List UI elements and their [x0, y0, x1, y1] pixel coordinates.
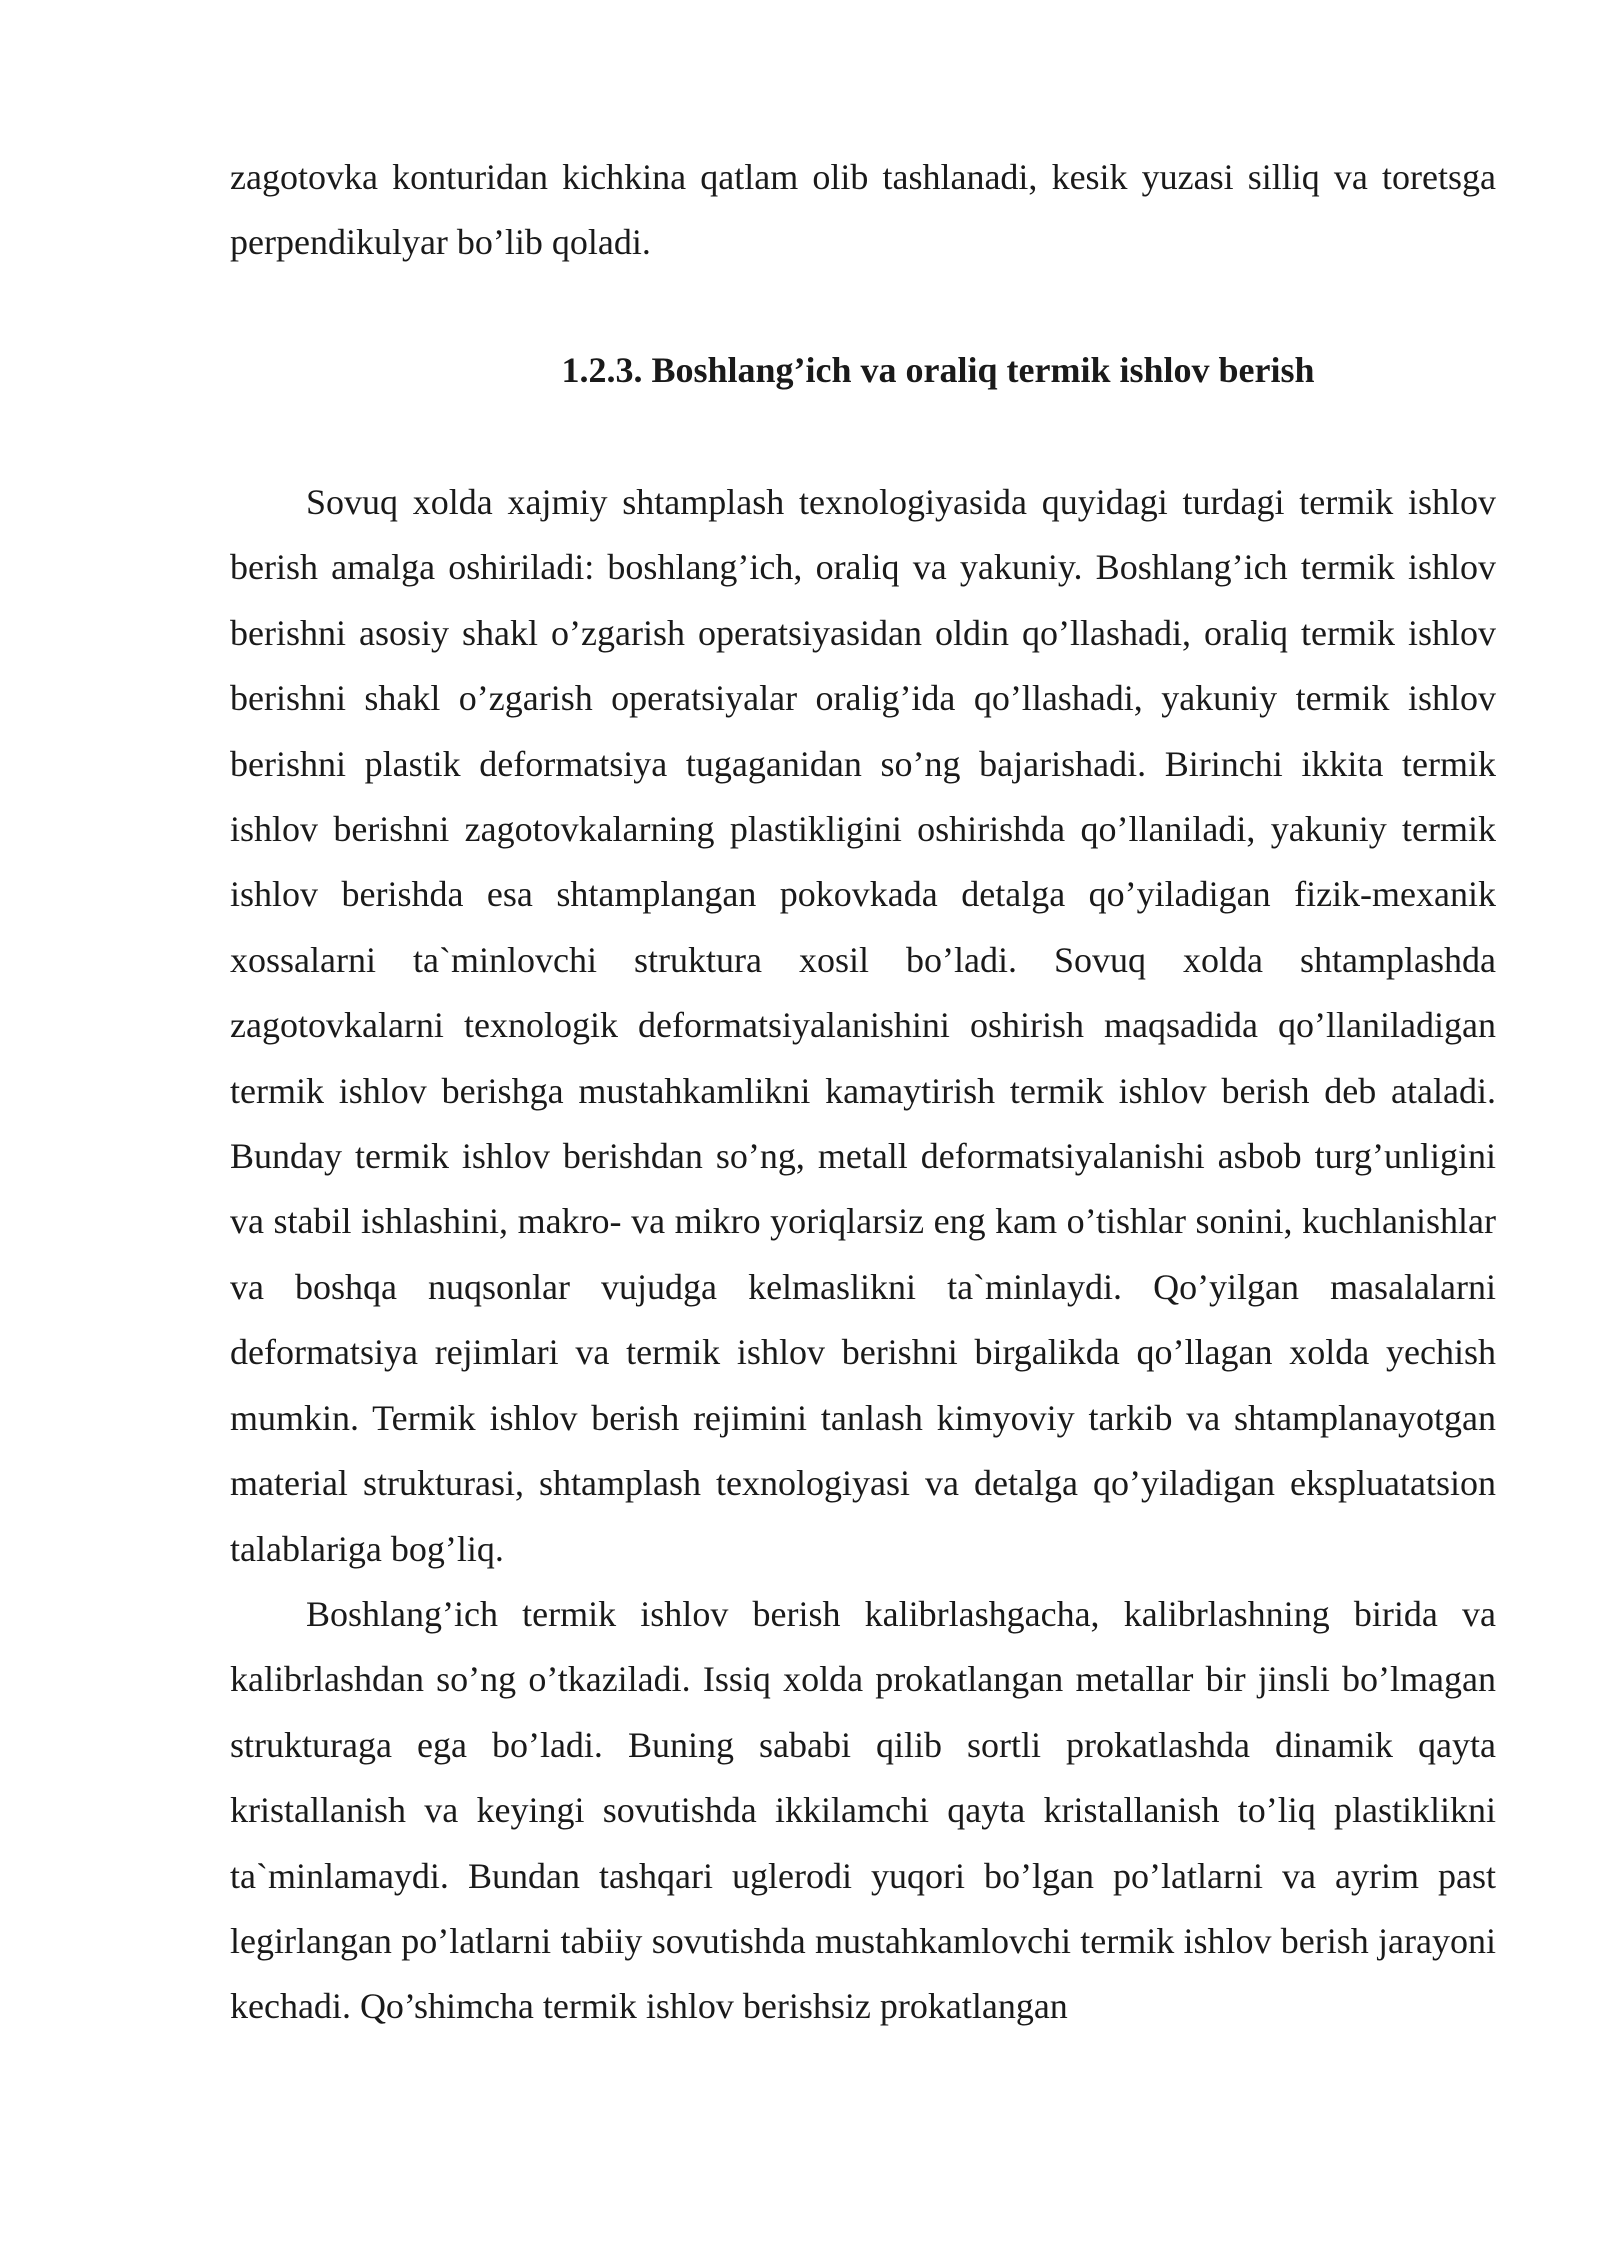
body-paragraph-1: Sovuq xolda xajmiy shtamplash texnologiyasida quyidagi turdagi termik ishlov berish amalga oshiriladi: boshlang’ich, oraliq va yakuniy. Boshlang’ich termik ishlov berishni asosiy shakl o’zgarish operatsiyasidan oldin qo’llashadi, oraliq termik ishlov berishni shakl o’zgarish operatsiyalar oralig’ida qo’llashadi, yakuniy termik ishlov berishni plastik deformatsiya tugaganidan so’ng bajarishadi. Birinchi ikkita termik ishlov berishni zagotovkalarning plastikligini oshirishda qo’llaniladi, yakuniy termik ishlov berishda esa shtamplangan pokovkada detalga qo’yiladigan fizik-mexanik xossalarni ta`minlovchi struktura xosil bo’ladi. Sovuq xolda shtamplashda zagotovkalarni texnologik deformatsiyalanishini oshirish maqsadida qo’llaniladigan termik ishlov berishga mustahkamlikni kamaytirish termik ishlov berish deb ataladi. Bunday termik ishlov berishdan so’ng, metall deformatsiyalanishi asbob turg’unligini va stabil ishlashini, makro- va mikro yoriqlarsiz eng kam o’tishlar sonini, kuchlanishlar va boshqa nuqsonlar vujudga kelmaslikni ta`minlaydi. Qo’yilgan masalalarni deformatsiya rejimlari va termik ishlov berishni birgalikda qo’llagan xolda yechish mumkin. Termik ishlov berish rejimini tanlash kimyoviy tarkib va shtamplanayotgan material strukturasi, shtamplash texnologiyasi va detalga qo’yiladigan ekspluatatsion talablariga bog’liq. — [230, 482, 1496, 1569]
section-heading: 1.2.3. Boshlang’ich va oraliq termik ishlov berish — [561, 350, 1315, 390]
intro-paragraph: zagotovka konturidan kichkina qatlam olib tashlanadi, kesik yuzasi silliq va toretsga perpendikulyar bo’lib qoladi. — [230, 157, 1496, 263]
body-paragraph-2: Boshlang’ich termik ishlov berish kalibrlashgacha, kalibrlashning birida va kalibrlashdan so’ng o’tkaziladi. Issiq xolda prokatlangan metallar bir jinsli bo’lmagan strukturaga ega bo’ladi. Buning sababi qilib sortli prokatlashda dinamik qayta kristallanish va keyingi sovutishda ikkilamchi qayta kristallanish to’liq plastiklikni ta`minlamaydi. Bundan tashqari uglerodi yuqori bo’lgan po’latlarni va ayrim past legirlangan po’latlarni tabiiy sovutishda mustahkamlovchi termik ishlov berish jarayoni kechadi. Qo’shimcha termik ishlov berishsiz prokatlangan — [230, 1593, 1496, 2027]
body-text — [230, 470, 1496, 2040]
